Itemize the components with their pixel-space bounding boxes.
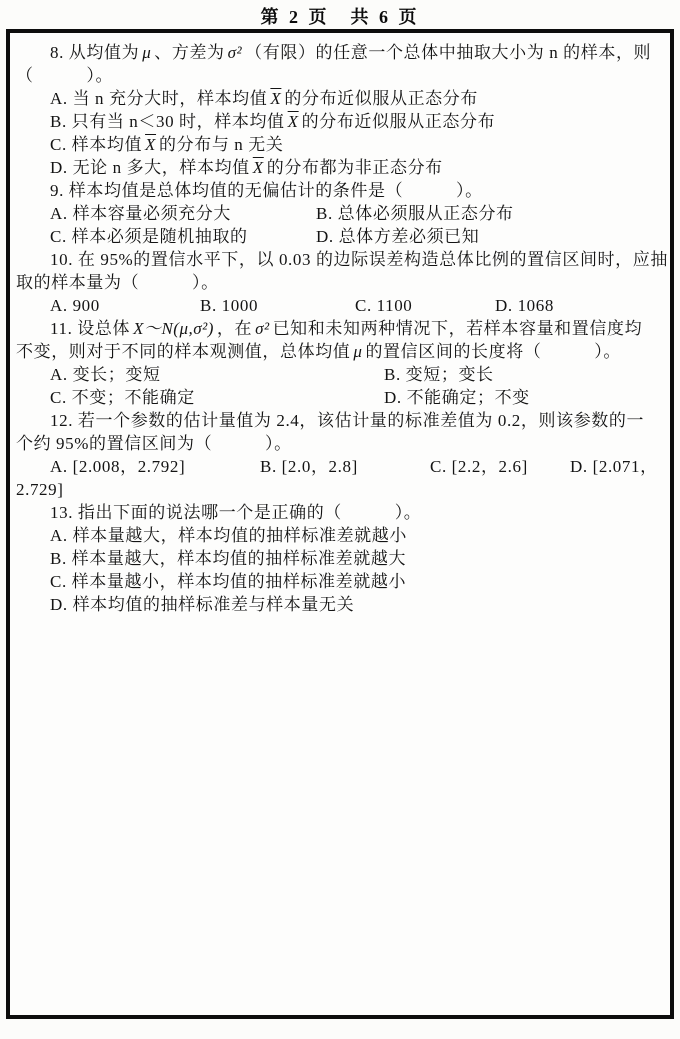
question-10-stem-line1: 10. 在 95%的置信水平下，以 0.03 的边际误差构造总体比例的置信区间时，应抽 [50,250,668,269]
mu-symbol: μ [353,342,363,361]
q11-text: 不变，则对于不同的样本观测值，总体均值 [16,342,351,361]
question-12-option-b: B. [2.0，2.8] [260,457,358,476]
question-11-stem-line2 [16,340,664,363]
q8-option-d-text: 的分布都为非正态分布 [266,158,443,177]
q8-option-c-text: C. 样本均值 [50,135,143,154]
question-8-option-d [16,156,664,179]
question-10-option-b: B. 1000 [200,296,259,315]
question-9-option-b: B. 总体必须服从正态分布 [316,204,514,223]
q8-option-a-text: 的分布近似服从正态分布 [284,89,478,108]
sigma-squared-symbol: σ² [227,43,243,62]
document-border-box [6,29,674,1019]
x-bar-symbol: $\overline{X}$ [270,89,282,108]
question-8-option-a [16,87,664,110]
question-10-option-c: C. 1100 [355,296,413,315]
question-9-options-ab [16,202,664,225]
question-8-option-c [16,133,664,156]
q11-text: 已知和未知两种情况下，若样本容量和置信度均 [272,319,643,338]
question-11-option-a: A. 变长；变短 [50,365,161,384]
question-9-option-c: C. 样本必须是随机抽取的 [50,227,248,246]
q8-text: （有限）的任意一个总体中抽取大小为 n 的样本，则 [245,43,652,62]
question-12-options [16,455,664,478]
question-13-stem: 13. 指出下面的说法哪一个是正确的（ ）。 [50,503,422,522]
question-9-option-d: D. 总体方差必须已知 [316,227,480,246]
question-10-stem-line2: 取的样本量为（ ）。 [16,273,219,292]
question-12-stem-line2: 个约 95%的置信区间为（ ）。 [16,434,292,453]
question-13-option-c: C. 样本量越小，样本均值的抽样标准差就越小 [50,572,407,591]
q8-text: 8. 从均值为 [50,43,140,62]
page-number-header: 第 2 页 共 6 页 [260,7,420,27]
question-8-option-b [16,110,664,133]
question-12-option-d-continuation: 2.729] [16,480,64,499]
question-13-option-a: A. 样本量越大，样本均值的抽样标准差就越小 [50,526,407,545]
q8-option-b-text: 的分布近似服从正态分布 [301,112,496,131]
question-13-option-d: D. 样本均值的抽样标准差与样本量无关 [50,595,355,614]
q8-option-b-text: B. 只有当 n＜30 时，样本均值 [50,112,285,131]
x-bar-symbol: $\overline{X}$ [252,158,264,177]
question-12-option-a: A. [2.008，2.792] [50,457,186,476]
question-12-option-c: C. [2.2，2.6] [430,457,528,476]
question-10-option-a: A. 900 [50,296,100,315]
question-11-options-cd [16,386,664,409]
q8-option-c-text: 的分布与 n 无关 [159,135,284,154]
q8-option-a-text: A. 当 n 充分大时，样本均值 [50,89,268,108]
question-11-option-c: C. 不变；不能确定 [50,388,195,407]
question-8-stem-line2: （ ）。 [16,66,114,85]
question-9-options-cd [16,225,664,248]
q11-text: 11. 设总体 [50,319,131,338]
question-11-option-d: D. 不能确定；不变 [384,388,530,407]
question-9-option-a: A. 样本容量必须充分大 [50,204,231,223]
mu-symbol: μ [142,43,152,62]
question-12-option-d: D. [2.071， [570,457,658,476]
q11-text: 的置信区间的长度将（ ）。 [365,342,621,361]
question-10-option-d: D. 1068 [495,296,554,315]
question-13-option-b: B. 样本量越大，样本均值的抽样标准差就越大 [50,549,407,568]
question-8-stem-line1 [16,41,664,64]
question-9-stem: 9. 样本均值是总体均值的无偏估计的条件是（ ）。 [50,181,483,200]
sigma-squared-symbol: σ² [255,319,270,338]
x-bar-symbol: $\overline{X}$ [145,135,157,154]
q11-text: ，在 [216,319,253,338]
q8-text: 、方差为 [154,43,225,62]
question-11-stem-line1 [16,317,664,340]
question-12-stem-line1: 12. 若一个参数的估计量值为 2.4，该估计量的标准差值为 0.2，则该参数的一 [50,411,645,430]
x-bar-symbol: $\overline{X}$ [287,112,299,131]
q8-option-d-text: D. 无论 n 多大，样本均值 [50,158,250,177]
question-10-options [16,294,664,317]
question-11-options-ab [16,363,664,386]
normal-distribution-formula: X～N(μ,σ²) [133,319,214,338]
question-11-option-b: B. 变短；变长 [384,365,494,384]
